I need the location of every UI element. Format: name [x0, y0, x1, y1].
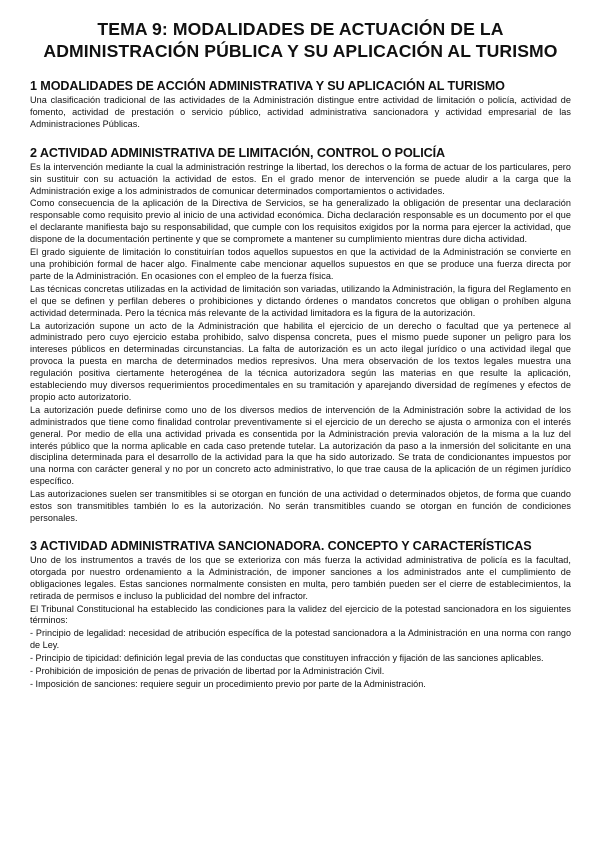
paragraph: El grado siguiente de limitación lo constituirían todos aquellos supuestos en que la actividad de la Administración se convierte en una prohibición formal de hacer algo. Finalmente cabe mencionar aquellos supuestos en que se produce una fuerza directa por parte de la Administración. En ocasiones con el empleo de la fuerza física.	[30, 247, 571, 281]
list-item: - Principio de legalidad: necesidad de atribución específica de la potestad sancionadora a la Administración en una norma con rango de Ley.	[30, 628, 571, 651]
paragraph: Las técnicas concretas utilizadas en la actividad de limitación son variadas, utilizando la Administración, la figura del Reglamento en el que se definen y perfilan deberes o prohibiciones y dictando órdenes o mandatos concretos que obligan o prohíben alguna actividad determinada. Pero la técnica más relevante de la actividad limitadora es la figura de la autorización.	[30, 283, 571, 318]
list-item: - Imposición de sanciones: requiere seguir un procedimiento previo por parte de la Administración.	[30, 678, 426, 689]
section-3	[30, 539, 571, 691]
section-heading: 2 ACTIVIDAD ADMINISTRATIVA DE LIMITACIÓN, CONTROL O POLICÍA	[30, 145, 446, 160]
paragraph: Como consecuencia de la aplicación de la Directiva de Servicios, se ha generalizado la obligación de presentar una declaración responsable como requisito previo al inicio de una actividad económica. Dicha declaración responsable es un documento por el que el declarante manifiesta bajo su responsabilidad, que cumple con los requisitos exigidos por la norma para ejercer la actividad, que dispone de la documentación pertinente y que se compromete a mantener su cumplimiento mientras dure dicha actividad.	[30, 198, 571, 245]
list-item: - Principio de tipicidad: definición legal previa de las conductas que constituyen infracción y fijación de las sanciones aplicables.	[30, 653, 544, 664]
paragraph: Es la intervención mediante la cual la administración restringe la libertad, los derechos o la forma de actuar de los particulares, pero sin sustituir con su actuación la actividad de estos. En el grado menor de intervención se puede aludir a la carga que la Administración exige a los administrados de comunicar determinados comportamientos o actividades.	[30, 161, 571, 196]
section-1	[30, 79, 571, 131]
section-2	[30, 146, 571, 525]
conditions-list	[30, 628, 571, 691]
list-item: - Prohibición de imposición de penas de privación de libertad por la Administración Civil.	[30, 666, 385, 677]
section-heading: 3 ACTIVIDAD ADMINISTRATIVA SANCIONADORA. CONCEPTO Y CARACTERÍSTICAS	[30, 538, 532, 553]
paragraph: La autorización puede definirse como uno de los diversos medios de intervención de la Administración sobre la actividad de los administrados que tiene como finalidad controlar preventivamente si el ejercicio de un derecho se ajusta o armoniza con el interés general. Por medio de ella una actividad privada es consentida por la Administración previa valoración de la misma a la luz del interés público que la norma aplicable en cada caso pretende tutelar. La autorización da paso a la inmersión del solicitante en una disciplina determinada para el desarrollo de la actividad para la que ha sido autorizado. Se trata de condicionantes impuestos por una norma con carácter general y no por un concreto acto administrativo, lo que trae causa de la aplicación de un régimen jurídico específico.	[30, 404, 571, 487]
paragraph: Una clasificación tradicional de las actividades de la Administración distingue entre actividad de limitación o policía, actividad de fomento, actividad de prestación o servicio público, actividad administrativa sancionadora y actividad empresarial de las Administraciones Públicas.	[30, 95, 571, 129]
paragraph: La autorización supone un acto de la Administración que habilita el ejercicio de un derecho o facultad que ya pertenece al administrado pero cuyo ejercicio estaba prohibido, salvo dispensa concreta, pues el mismo puede suponer un peligro para los intereses públicos en determinadas circunstancias. La falta de autorización es un acto ilegal jurídico o una actividad ilegal que provoca la puesta en marcha de determinados medios represivos. Una mera observación de los textos legales muestra una regulación positiva ciertamente heterogénea de la técnica autorizadora según las materias en que resulte la aplicación, estableciendo muy diversos requerimientos procedimentales en su tramitación y aparejando diversidad de regímenes y efectos de propio acto autorizatorio.	[30, 320, 571, 402]
document-title: TEMA 9: MODALIDADES DE ACTUACIÓN DE LA ADMINISTRACIÓN PÚBLICA Y SU APLICACIÓN AL TURISMO	[43, 19, 558, 61]
paragraph: Uno de los instrumentos a través de los que se exterioriza con más fuerza la actividad administrativa de policía es la facultad, otorgada por nuestro ordenamiento a la Administración, de imponer sanciones a los administrados ante el cumplimiento de obligaciones legales. Estas sanciones normalmente consisten en multa, pero también pueden ser el cierre de establecimientos, la retirada de permisos e incluso la publicidad del nombre del infractor.	[30, 554, 571, 601]
paragraph: El Tribunal Constitucional ha establecido las condiciones para la validez del ejercicio de la potestad sancionadora en los siguientes términos:	[30, 603, 571, 626]
paragraph: Las autorizaciones suelen ser transmitibles si se otorgan en función de una actividad o determinados objetos, de forma que cuando estos son transmitibles también lo es la autorización. No serán transmitibles cuando se otorgan en función de condiciones personales.	[30, 489, 571, 523]
section-heading: 1 MODALIDADES DE ACCIÓN ADMINISTRATIVA Y SU APLICACIÓN AL TURISMO	[30, 79, 505, 93]
